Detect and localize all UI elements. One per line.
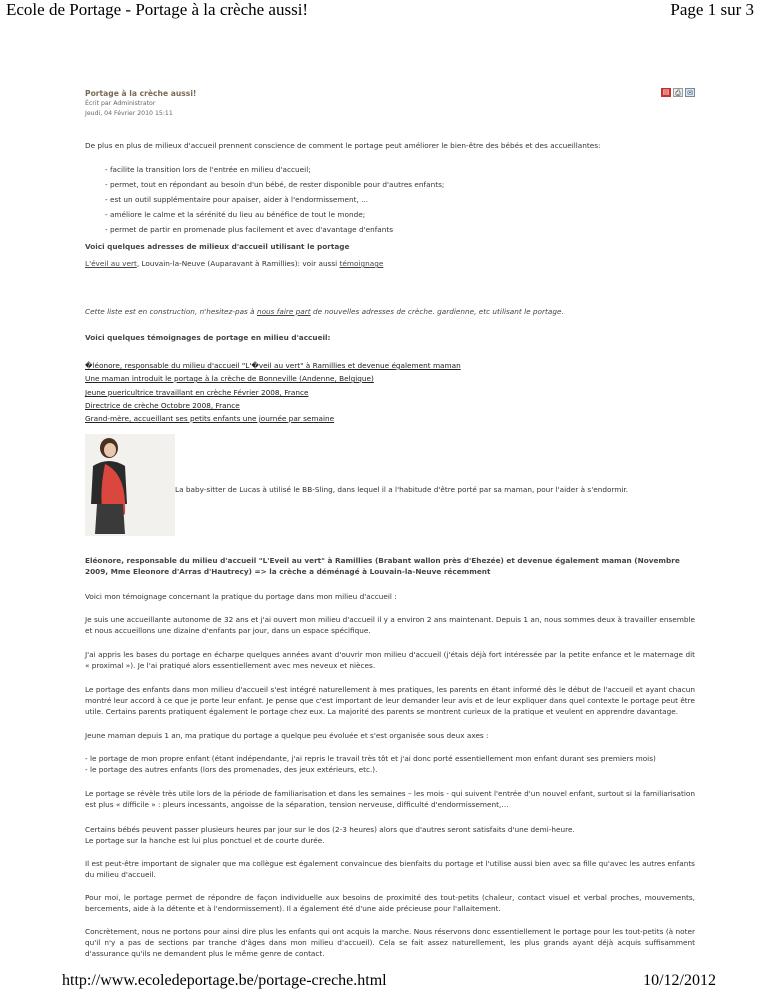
paragraph: Certains bébés peuvent passer plusieurs heures par jour sur le dos (2-3 heures) alors que d'autres seront satisfaits d'une demi-heure. — [85, 825, 575, 834]
bullet-item: - facilite la transition lors de l'entrée en milieu d'accueil; — [105, 165, 311, 174]
babysitter-illustration — [85, 434, 175, 536]
testimonial-link[interactable]: Directrice de crèche Octobre 2008, France — [85, 401, 240, 410]
paragraph: Pour moi, le portage permet de répondre de façon individuelle aux besoins de proximité des tout-petits (chaleur, contact visuel et verbal proches, mouvements, bercements, aide à la détente et à l'endormissement). Il a également été d'une aide précieuse pour l'allaitement. — [85, 893, 695, 913]
article-author: Écrit par Administrator — [85, 100, 156, 107]
address-line — [85, 258, 383, 269]
print-header-page: Page 1 sur 3 — [670, 0, 754, 19]
print-header — [0, 0, 768, 22]
paragraph: Le portage sur la hanche est lui plus ponctuel et de courte durée. — [85, 836, 325, 845]
testimonial-link[interactable]: Jeune puericultrice travaillant en crèche Février 2008, France — [85, 388, 309, 397]
contact-link[interactable]: nous faire part — [256, 307, 311, 316]
paragraph: Concrètement, nous ne portons pour ainsi dire plus les enfants qui ont acquis la marche. Nous réservons donc essentiellement le portage pour les tout-petits (à noter qu'il n'y a pas de sections par tranche d'âges dans mon milieu d'accueil). Cela se fait assez naturellement, les plus grands ayant déjà acquis suffisamment d'assurance qu'ils ne demandent plus le même genre de contact. — [85, 927, 695, 958]
address-link-eveil[interactable]: L'éveil au vert — [85, 259, 137, 268]
construction-note — [85, 306, 564, 317]
testimonial-link[interactable]: Une maman introduit le portage à la crèche de Bonneville (Andenne, Belgique) — [85, 374, 374, 383]
testimonial-link[interactable]: Grand-mère, accueillant ses petits enfants une journée par semaine — [85, 414, 335, 423]
bullet-item: - est un outil supplémentaire pour apaiser, aider à l'endormissement, ... — [105, 195, 369, 204]
paragraph: Le portage des enfants dans mon milieu d'accueil s'est intégré naturellement à mes pratiques, les parents en étant informé dès le début de l'accueil et ayant chacun montré leur accord à ce que je porte leur enfant. Je pense que c'est important de leur demander leur avis et de leur expliquer dans quel contexte le portage peut être utile. Certains parents pratiquent également le portage chez eux. La majorité des parents se montrent curieux de la pratique et veulent en apprendre davantage. — [85, 685, 695, 716]
print-footer-date: 10/12/2012 — [643, 972, 716, 989]
address-text: , Louvain-la-Neuve (Auparavant à Ramillies): voir aussi — [136, 259, 340, 268]
print-icon[interactable]: ⎙ — [673, 88, 683, 97]
print-footer-url: http://www.ecoledeportage.be/portage-creche.html — [62, 972, 387, 989]
photo-caption: La baby-sitter de Lucas à utilisé le BB-Sling, dans lequel il a l'habitude d'être porté par sa maman, pour l'aider à s'endormir. — [175, 485, 629, 494]
paragraph: Je suis une accueillante autonome de 32 ans et j'ai ouvert mon milieu d'accueil il y a environ 2 ans maintenant. Depuis 1 an, nous sommes deux à travailler ensemble et nous accueillons une dizaine d'enfants par jour, dans un espace spécifique. — [85, 615, 695, 635]
addresses-heading: Voici quelques adresses de milieux d'accueil utilisant le portage — [85, 242, 350, 251]
bullet-item: - permet de partir en promenade plus facilement et avec d'avantage d'enfants — [105, 225, 394, 234]
construction-after: de nouvelles adresses de crèche. gardienne, etc utilisant le portage. — [310, 307, 564, 316]
paragraph: - le portage de mon propre enfant (étant indépendante, j'ai repris le travail très tôt et j'ai donc porté essentiellement mon enfant durant ses premiers mois) — [85, 754, 656, 763]
article-title: Portage à la crèche aussi! — [85, 89, 197, 98]
paragraph: Il est peut-être important de signaler que ma collègue est également convaincue des bienfaits du portage et l'utilise aussi bien avec sa fille qu'avec les autres enfants du milieu d'accueil. — [85, 859, 695, 879]
eleonore-heading: Eléonore, responsable du milieu d'accueil "L'Eveil au vert" à Ramillies (Brabant wallon près d'Ehezée) et devenue également maman (Novembre 2009, Mme Eleonore d'Arras d'Hautrecy) => la crèche a déménagé à Louvain-la-Neuve récemment — [85, 556, 680, 576]
babysitter-photo — [85, 434, 175, 536]
paragraph: Le portage se révèle très utile lors de la période de familiarisation et dans les semaines – les mois - qui suivent l'entrée d'un nouvel enfant, surtout si la familiarisation est plus « difficile » : pleurs incessants, angoisse de la séparation, tension nerveuse, difficulté d'endormissement,… — [85, 789, 695, 809]
testimonial-link[interactable]: �léonore, responsable du milieu d'accueil "L'�veil au vert" à Ramillies et devenue également maman — [85, 361, 461, 370]
address-link-temoignage[interactable]: témoignage — [339, 259, 384, 268]
pdf-icon[interactable]: ▤ — [662, 88, 670, 96]
article-date: Jeudi, 04 Février 2010 15:11 — [85, 109, 173, 117]
paragraph: Jeune maman depuis 1 an, ma pratique du portage a quelque peu évoluée et s'est organisée sous deux axes : — [85, 731, 489, 740]
intro-text: De plus en plus de milieux d'accueil prennent conscience de comment le portage peut améliorer le bien-être des bébés et des accueillantes: — [85, 141, 601, 150]
bullet-item: - améliore le calme et la sérénité du lieu au bénéfice de tout le monde; — [105, 210, 366, 219]
testimonials-heading: Voici quelques témoignages de portage en milieu d'accueil: — [85, 333, 331, 342]
bullet-item: - permet, tout en répondant au besoin d'un bébé, de rester disponible pour d'autres enfants; — [105, 180, 445, 189]
article-title-block — [85, 88, 196, 118]
print-header-title: Ecole de Portage - Portage à la crèche aussi! — [6, 0, 309, 19]
paragraph: - le portage des autres enfants (lors des promenades, des jeux extérieurs, etc.). — [85, 765, 378, 774]
article-icons — [661, 88, 695, 97]
paragraph: Voici mon témoignage concernant la pratique du portage dans mon milieu d'accueil : — [85, 592, 397, 601]
construction-before: Cette liste est en construction, n'hesitez-pas à — [85, 307, 257, 316]
paragraph: J'ai appris les bases du portage en écharpe quelques années avant d'ouvrir mon milieu d'accueil (j'étais déjà fort intéressée par la petite enfance et le maternage dit « proximal »). Je l'ai pratiqué alors essentiellement avec mes neveux et nièces. — [85, 650, 695, 670]
email-icon[interactable]: ✉ — [685, 88, 695, 97]
